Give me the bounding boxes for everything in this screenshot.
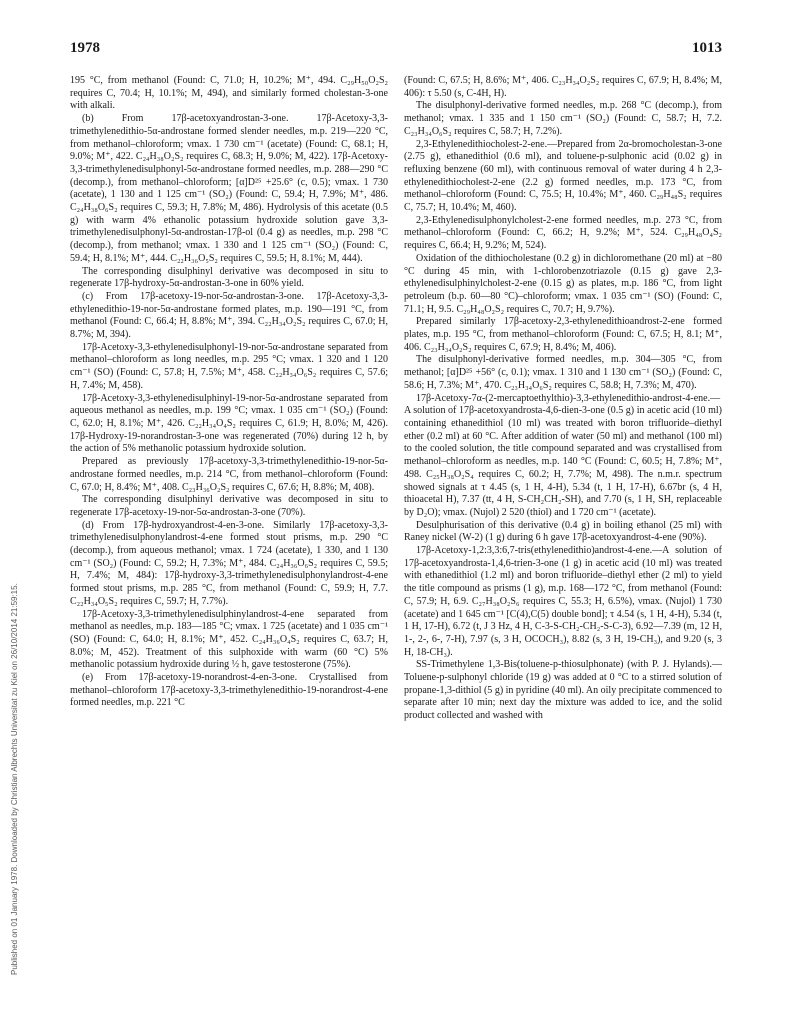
paragraph: (c) From 17β-acetoxy-19-nor-5α-androstan-3-one. 17β-Acetoxy-3,3-ethylenedithio-19-nor-5α-androstane formed plates, m.p. 190—191 °C, from methanol (Found: C, 66.4; H, 8.8%; M⁺, 394. C₂₂H₃₄O₂S₂ requires C, 67.0; H, 8.7%; M, 394). [70,290,388,341]
paragraph: (d) From 17β-hydroxyandrost-4-en-3-one. Similarly 17β-acetoxy-3,3-trimethylenedisulphonylandrost-4-ene formed stout prisms, m.p. 290 °C (decomp.), from aqueous methanol; νmax. 1 724 (acetate), 1 330, and 1 130 cm⁻¹ (SO₂) (Found: C, 59.2; H, 7.3%; M⁺, 484. C₂₄H₃₆O₆S₂ requires C, 59.5; H, 7.4%; M, 484): 17β-hydroxy-3,3-trimethylenedisulphonylandrost-4-ene formed stout prisms, m.p. 285 °C, from methanol (Found: C, 59.9; H, 7.7. C₂₂H₃₄O₅S₂ requires C, 59.7; H, 7.7%). [70,519,388,607]
paragraph: 17β-Acetoxy-1,2:3,3:6,7-tris(ethylenedithio)androst-4-ene.—A solution of 17β-acetoxyandrosta-1,4,6-trien-3-one (1 g) in acetic acid (10 ml) was treated with ethanedithiol (1.2 ml) and boron trifluoride–diethyl ether (2 ml) to yield the title compound as prisms (1 g), m.p. 168—172 °C, from methanol (Found: C, 57.9; H, 6.9. C₂₇H₃₈O₂S₆ requires C, 55.3; H, 6.5%), νmax. (Nujol) 1 730 (acetate) and 1 645 cm⁻¹ [C(4),C(5) double bond]; τ 4.54 (s, 1 H, 4-H), 5.34 (t, 1 H, 17-H), 6.72 (t, J 3 Hz, 4 H, C-3-S-CH₂-CH₂-S-C-3), 6.92—7.39 (m, 12 H, 1-, 2-, 6-, 7-H), 7.97 (s, 3 H, OCOCH₃), 8.82 (s, 3 H, 19-CH₃), and 9.20 (s, 3 H, 18-CH₃). [404,545,722,658]
paragraph: The disulphonyl-derivative formed needles, m.p. 268 °C (decomp.), from methanol; νmax. 1 335 and 1 150 cm⁻¹ (SO₂) (Found: C, 58.7; H, 7.2. C₂₃H₃₄O₆S₂ requires C, 58.7; H, 7.2%). [404,100,722,137]
paragraph: Prepared as previously 17β-acetoxy-3,3-trimethylenedithio-19-nor-5α-androstane formed needles, m.p. 214 °C, from methanol–chloroform (Found: C, 67.0; H, 8.4%; M⁺, 408. C₂₃H₃₆O₂S₂ requires C, 67.6; H, 8.8%; M, 408). [70,456,388,493]
paragraph: (b) From 17β-acetoxyandrostan-3-one. 17β-Acetoxy-3,3-trimethylenedithio-5α-androstane formed slender needles, m.p. 219—220 °C, from methanol–chloroform; νmax. 1 730 cm⁻¹ (acetate) (Found: C, 68.1; H, 9.0%; M⁺, 422. C₂₄H₃₈O₂S₂ requires C, 68.3; H, 9.0%; M, 422). 17β-Acetoxy-3,3-trimethylenedisulphonyl-5α-androstane formed needles, m.p. 288—290 °C (decomp.), from methanol–chloroform; [α]D²⁵ +25.6° (c, 0.5); νmax. 1 730 (acetate), 1 130 and 1 125 cm⁻¹ (SO₂) (Found: C, 59.4; H, 7.9%; M⁺, 486. C₂₄H₃₈O₆S₂ requires C, 59.3; H, 7.8%; M, 486). Hydrolysis of this acetate (0.5 g) with warm 4% ethanolic potassium hydroxide solution gave 3,3-trimethylenedisulphonyl-5α-androstan-17β-ol (0.4 g) as needles, m.p. 298 °C (decomp.), from methanol; νmax. 1 330 and 1 125 cm⁻¹ (SO₂) (Found: C, 59.4; H, 8.1%; M⁺, 444. C₂₂H₃₆O₅S₂ requires C, 59.5; H, 8.1%; M, 444). [70,113,388,264]
left-column [70,75,388,710]
paragraph: 17β-Acetoxy-3,3-ethylenedisulphonyl-19-nor-5α-androstane separated from methanol–chloroform as long needles, m.p. 295 °C; νmax. 1 320 and 1 120 cm⁻¹ (SO) (Found: C, 57.8; H, 7.5%; M⁺, 458. C₂₂H₃₄O₆S₂ requires C, 57.6; H, 7.4%; M, 458). [70,341,388,391]
paragraph: Oxidation of the dithiocholestane (0.2 g) in dichloromethane (20 ml) at −80 °C during 45 min, with 1-chlorobenzotriazole (0.15 g) gave 2,3-ethylenedisulphinylcholest-2-ene (0.15 g) as plates, m.p. 186 °C, from light petroleum (b.p. 60—80 °C)–chloroform; νmax. 1 035 cm⁻¹ (SO) (Found: C, 71.1; H, 9.5. C₂₉H₄₈O₂S₂ requires C, 70.7; H, 9.7%). [404,252,722,315]
paragraph: The disulphonyl-derivative formed needles, m.p. 304—305 °C, from methanol; [α]D²⁵ +56° (c, 0.1); νmax. 1 310 and 1 130 cm⁻¹ (SO₂) (Found: C, 58.6; H, 7.3%; M⁺, 470. C₂₃H₃₄O₆S₂ requires C, 58.8; H, 7.3%; M, 470). [404,354,722,391]
right-column [404,75,722,723]
page-header-year: 1978 [70,40,100,56]
paragraph: 17β-Acetoxy-3,3-trimethylenedisulphinylandrost-4-ene separated from methanol as needles, m.p. 183—185 °C; νmax. 1 725 (acetate) and 1 035 cm⁻¹ (SO) (Found: C, 64.0; H, 8.1%; M⁺, 452. C₂₄H₃₆O₄S₂ requires C, 63.7; H, 8.0%; M, 452). Treatment of this sulphoxide with warm (60 °C) 5% methanolic potassium hydroxide during ½ h, gave testosterone (75%). [70,608,388,671]
paragraph: SS-Trimethylene 1,3-Bis(toluene-p-thiosulphonate) (with P. J. Hylands).—Toluene-p-sulphonyl chloride (19 g) was added at 0 °C to a stirred solution of propane-1,3-dithiol (5 g) in pyridine (40 ml). An oily precipitate commenced to separate after 10 min; next day the mixture was added to ice, and the solid product collected and washed with [404,659,722,722]
page-number: 1013 [692,40,722,56]
paragraph: 17β-Acetoxy-3,3-ethylenedisulphinyl-19-nor-5α-androstane separated from aqueous methanol as needles, m.p. 199 °C; νmax. 1 035 cm⁻¹ (SO₂) (Found: C, 62.0; H, 8.1%; M⁺, 426. C₂₂H₃₄O₄S₂ requires C, 61.9; H, 8.0%; M, 426). 17β-Hydroxy-19-norandrostan-3-one was regenerated (70%) during 12 h, by the action of 5% methanolic potassium hydroxide solution. [70,392,388,455]
paragraph: Desulphurisation of this derivative (0.4 g) in boiling ethanol (25 ml) with Raney nickel (W-2) (1 g) during 6 h gave 17β-acetoxyandrost-4-ene (90%). [404,519,722,544]
paragraph: (Found: C, 67.5; H, 8.6%; M⁺, 406. C₂₃H₃₄O₂S₂ requires C, 67.9; H, 8.4%; M, 406): τ 5.50 (s, C-4H, H). [404,75,722,99]
paragraph: Prepared similarly 17β-acetoxy-2,3-ethylenedithioandrost-2-ene formed plates, m.p. 195 °C, from methanol–chloroform (Found: C, 67.5; H, 8.1; M⁺, 406. C₂₃H₃₄O₂S₂ requires C, 67.9; H, 8.4%; M, 406). [404,316,722,353]
paragraph: 195 °C, from methanol (Found: C, 71.0; H, 10.2%; M⁺, 494. C₂₉H₅₀O₂S₂ requires C, 70.4; H, 10.1%; M, 494), and similarly formed cholestan-3-one with alkali. [70,75,388,112]
paragraph: The corresponding disulphinyl derivative was decomposed in situ to regenerate 17β-hydroxy-5α-androstan-3-one in 60% yield. [70,265,388,290]
paragraph: (e) From 17β-acetoxy-19-norandrost-4-en-3-one. Crystallised from methanol–chloroform 17β-acetoxy-3,3-trimethylenedithio-19-norandrost-4-ene formed needles, m.p. 221 °C [70,672,388,709]
download-watermark: Published on 01 January 1978. Downloaded by Christian Albrechts Universitat zu Kiel on 26/10/2014 21:59:15. [10,583,19,975]
paragraph: 2,3-Ethylenedisulphonylcholest-2-ene formed needles, m.p. 273 °C, from methanol–chloroform (Found: C, 66.2; H, 9.2%; M⁺, 524. C₂₉H₄₈O₄S₂ requires C, 66.4; H, 9.2%; M, 524). [404,214,722,252]
paragraph: 2,3-Ethylenedithiocholest-2-ene.—Prepared from 2α-bromocholestan-3-one (2.75 g), ethanedithiol (0.6 ml), and toluene-p-sulphonic acid (0.02 g) in refluxing benzene (60 ml), with continuous removal of water during 4 h 2,3-ethylenedithiocholest-2-ene (2.2 g) formed needles, m.p. 173 °C, from methanol–chloroform (Found: C, 75.5; H, 10.4%; M⁺, 460. C₂₉H₄₈S₂ requires C, 75.7; H, 10.4%; M, 460). [404,138,722,214]
paragraph: The corresponding disulphinyl derivative was decomposed in situ to regenerate 17β-acetoxy-19-nor-5α-androstan-3-one (70%). [70,494,388,518]
paragraph: 17β-Acetoxy-7α-(2-mercaptoethylthio)-3,3-ethylenedithio-androst-4-ene.—A solution of 17β-acetoxyandrosta-4,6-dien-3-one (0.5 g) in acetic acid (10 ml) containing ethanedithiol (10 ml) was treated with boron trifluoride–diethyl ether (0.2 ml) at 60 °C. After addition of water (50 ml) and methanol (100 ml) to the cooled solution, the title compound separated and was crystallised from methanol–chloroform as needles, m.p. 140 °C (Found: C, 60.5; H, 7.8%; M⁺, 498. C₂₅H₃₈O₂S₄ requires C, 60.2; H, 7.7%; M, 498). The n.m.r. spectrum showed signals at τ 4.45 (s, 1 H, 4-H), 5.34 (t, 1 H, 17-H), 6.67br (s, 4 H, thioacetal H), 7.37 (tt, 4 H, S-CH₂CH₂-SH), and 7.70 (s, 1 H, SH, replaceable by D₂O); νmax. (Nujol) 2 520 (thiol) and 1 720 cm⁻¹ (acetate). [404,392,722,518]
